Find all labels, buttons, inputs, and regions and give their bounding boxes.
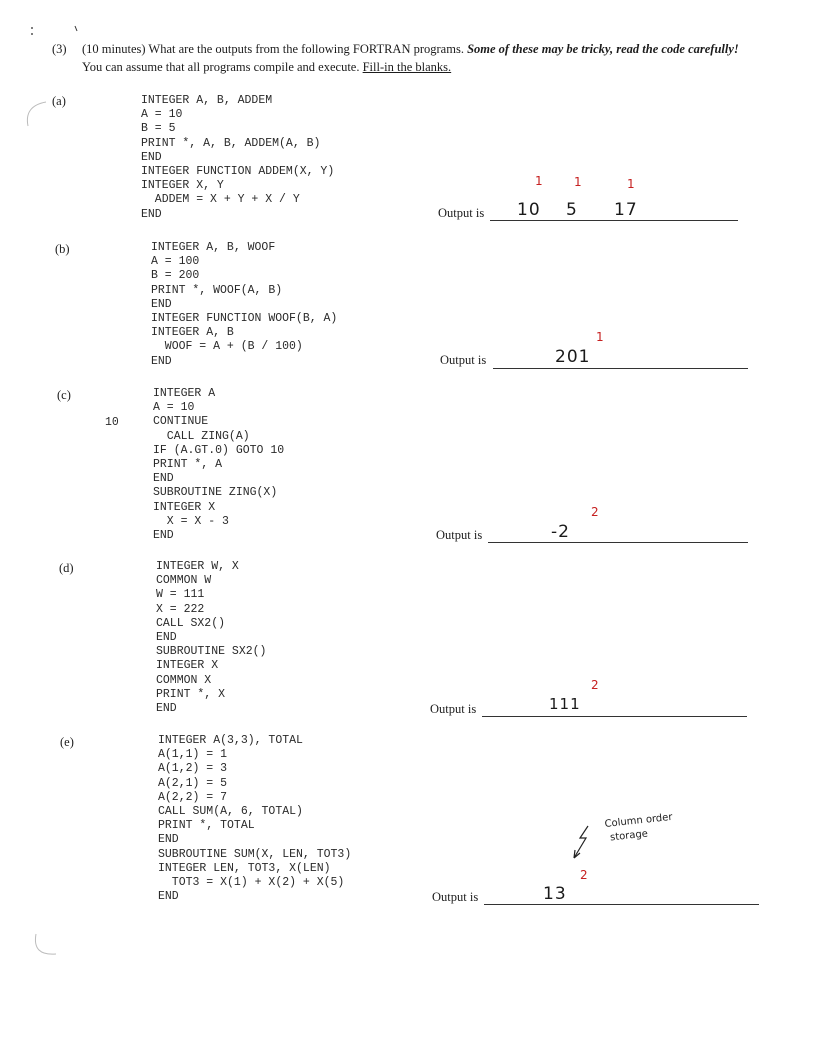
question-number: (3) — [52, 42, 67, 56]
question-instruction: Fill-in the blanks. — [362, 60, 452, 74]
question-assumption: You can assume that all programs compile and execute. — [82, 60, 360, 74]
answer-blank — [482, 716, 747, 717]
note-line: Column order — [604, 811, 674, 830]
score-mark: 1 — [574, 175, 582, 189]
question-intro: (10 minutes) What are the outputs from the following FORTRAN programs. — [82, 42, 464, 56]
part-label: (a) — [52, 94, 66, 108]
arrow-icon — [566, 822, 596, 864]
handwritten-answer: -2 — [551, 522, 570, 542]
score-mark: 2 — [580, 868, 588, 882]
punch-hole-bottom — [30, 930, 70, 970]
part-label: (c) — [57, 388, 71, 402]
handwritten-answer: 13 — [543, 884, 567, 904]
output-label: Output is — [436, 528, 483, 542]
answer-blank — [490, 220, 738, 221]
output-label: Output is — [440, 353, 487, 367]
output-label: Output is — [432, 890, 479, 904]
question-warning: Some of these may be tricky, read the code carefully! — [467, 42, 739, 56]
answer-blank — [488, 542, 748, 543]
code-block: INTEGER A(3,3), TOTAL A(1,1) = 1 A(1,2) = 3 A(2,1) = 5 A(2,2) = 7 CALL SUM(A, 6, TOTAL) PRINT *, TOTAL END SUBROUTINE SUM(X, LEN, TOT3) INTEGER LEN, TOT3, X(LEN) TOT3 = X(1) + X(2) + X(5) END — [158, 734, 352, 904]
note-line: storage — [609, 828, 649, 844]
handwritten-note — [604, 811, 675, 846]
output-label: Output is — [438, 206, 485, 220]
handwritten-answer: 201 — [555, 347, 591, 367]
code-block: INTEGER A, B, ADDEM A = 10 B = 5 PRINT *, A, B, ADDEM(A, B) END INTEGER FUNCTION ADDEM(X, Y) INTEGER X, Y ADDEM = X + Y + X / Y END — [141, 94, 335, 221]
score-mark: 1 — [596, 330, 604, 344]
handwritten-answer: 10 — [517, 200, 541, 220]
score-mark: 2 — [591, 678, 599, 692]
score-mark: 1 — [535, 174, 543, 188]
score-mark: 1 — [627, 177, 635, 191]
handwritten-answer: 5 — [566, 200, 578, 220]
code-block: INTEGER W, X COMMON W W = 111 X = 222 CALL SX2() END SUBROUTINE SX2() INTEGER X COMMON X PRINT *, X END — [156, 560, 267, 716]
output-label: Output is — [430, 702, 477, 716]
question-header — [52, 40, 752, 76]
part-label: (e) — [60, 735, 74, 749]
answer-blank — [493, 368, 748, 369]
answer-blank — [484, 904, 759, 905]
part-label: (d) — [59, 561, 74, 575]
score-mark: 2 — [591, 505, 599, 519]
question-text — [82, 40, 752, 76]
handwritten-answer: 111 — [549, 695, 581, 713]
part-label: (b) — [55, 242, 70, 256]
code-block: INTEGER A, B, WOOF A = 100 B = 200 PRINT *, WOOF(A, B) END INTEGER FUNCTION WOOF(B, A) INTEGER A, B WOOF = A + (B / 100) END — [151, 241, 338, 368]
statement-label: 10 — [105, 416, 119, 429]
handwritten-answer: 17 — [614, 200, 638, 220]
punch-hole-top — [20, 96, 50, 136]
code-block: INTEGER A A = 10 CONTINUE CALL ZING(A) IF (A.GT.0) GOTO 10 PRINT *, A END SUBROUTINE ZING(X) INTEGER X X = X - 3 END — [153, 387, 285, 543]
